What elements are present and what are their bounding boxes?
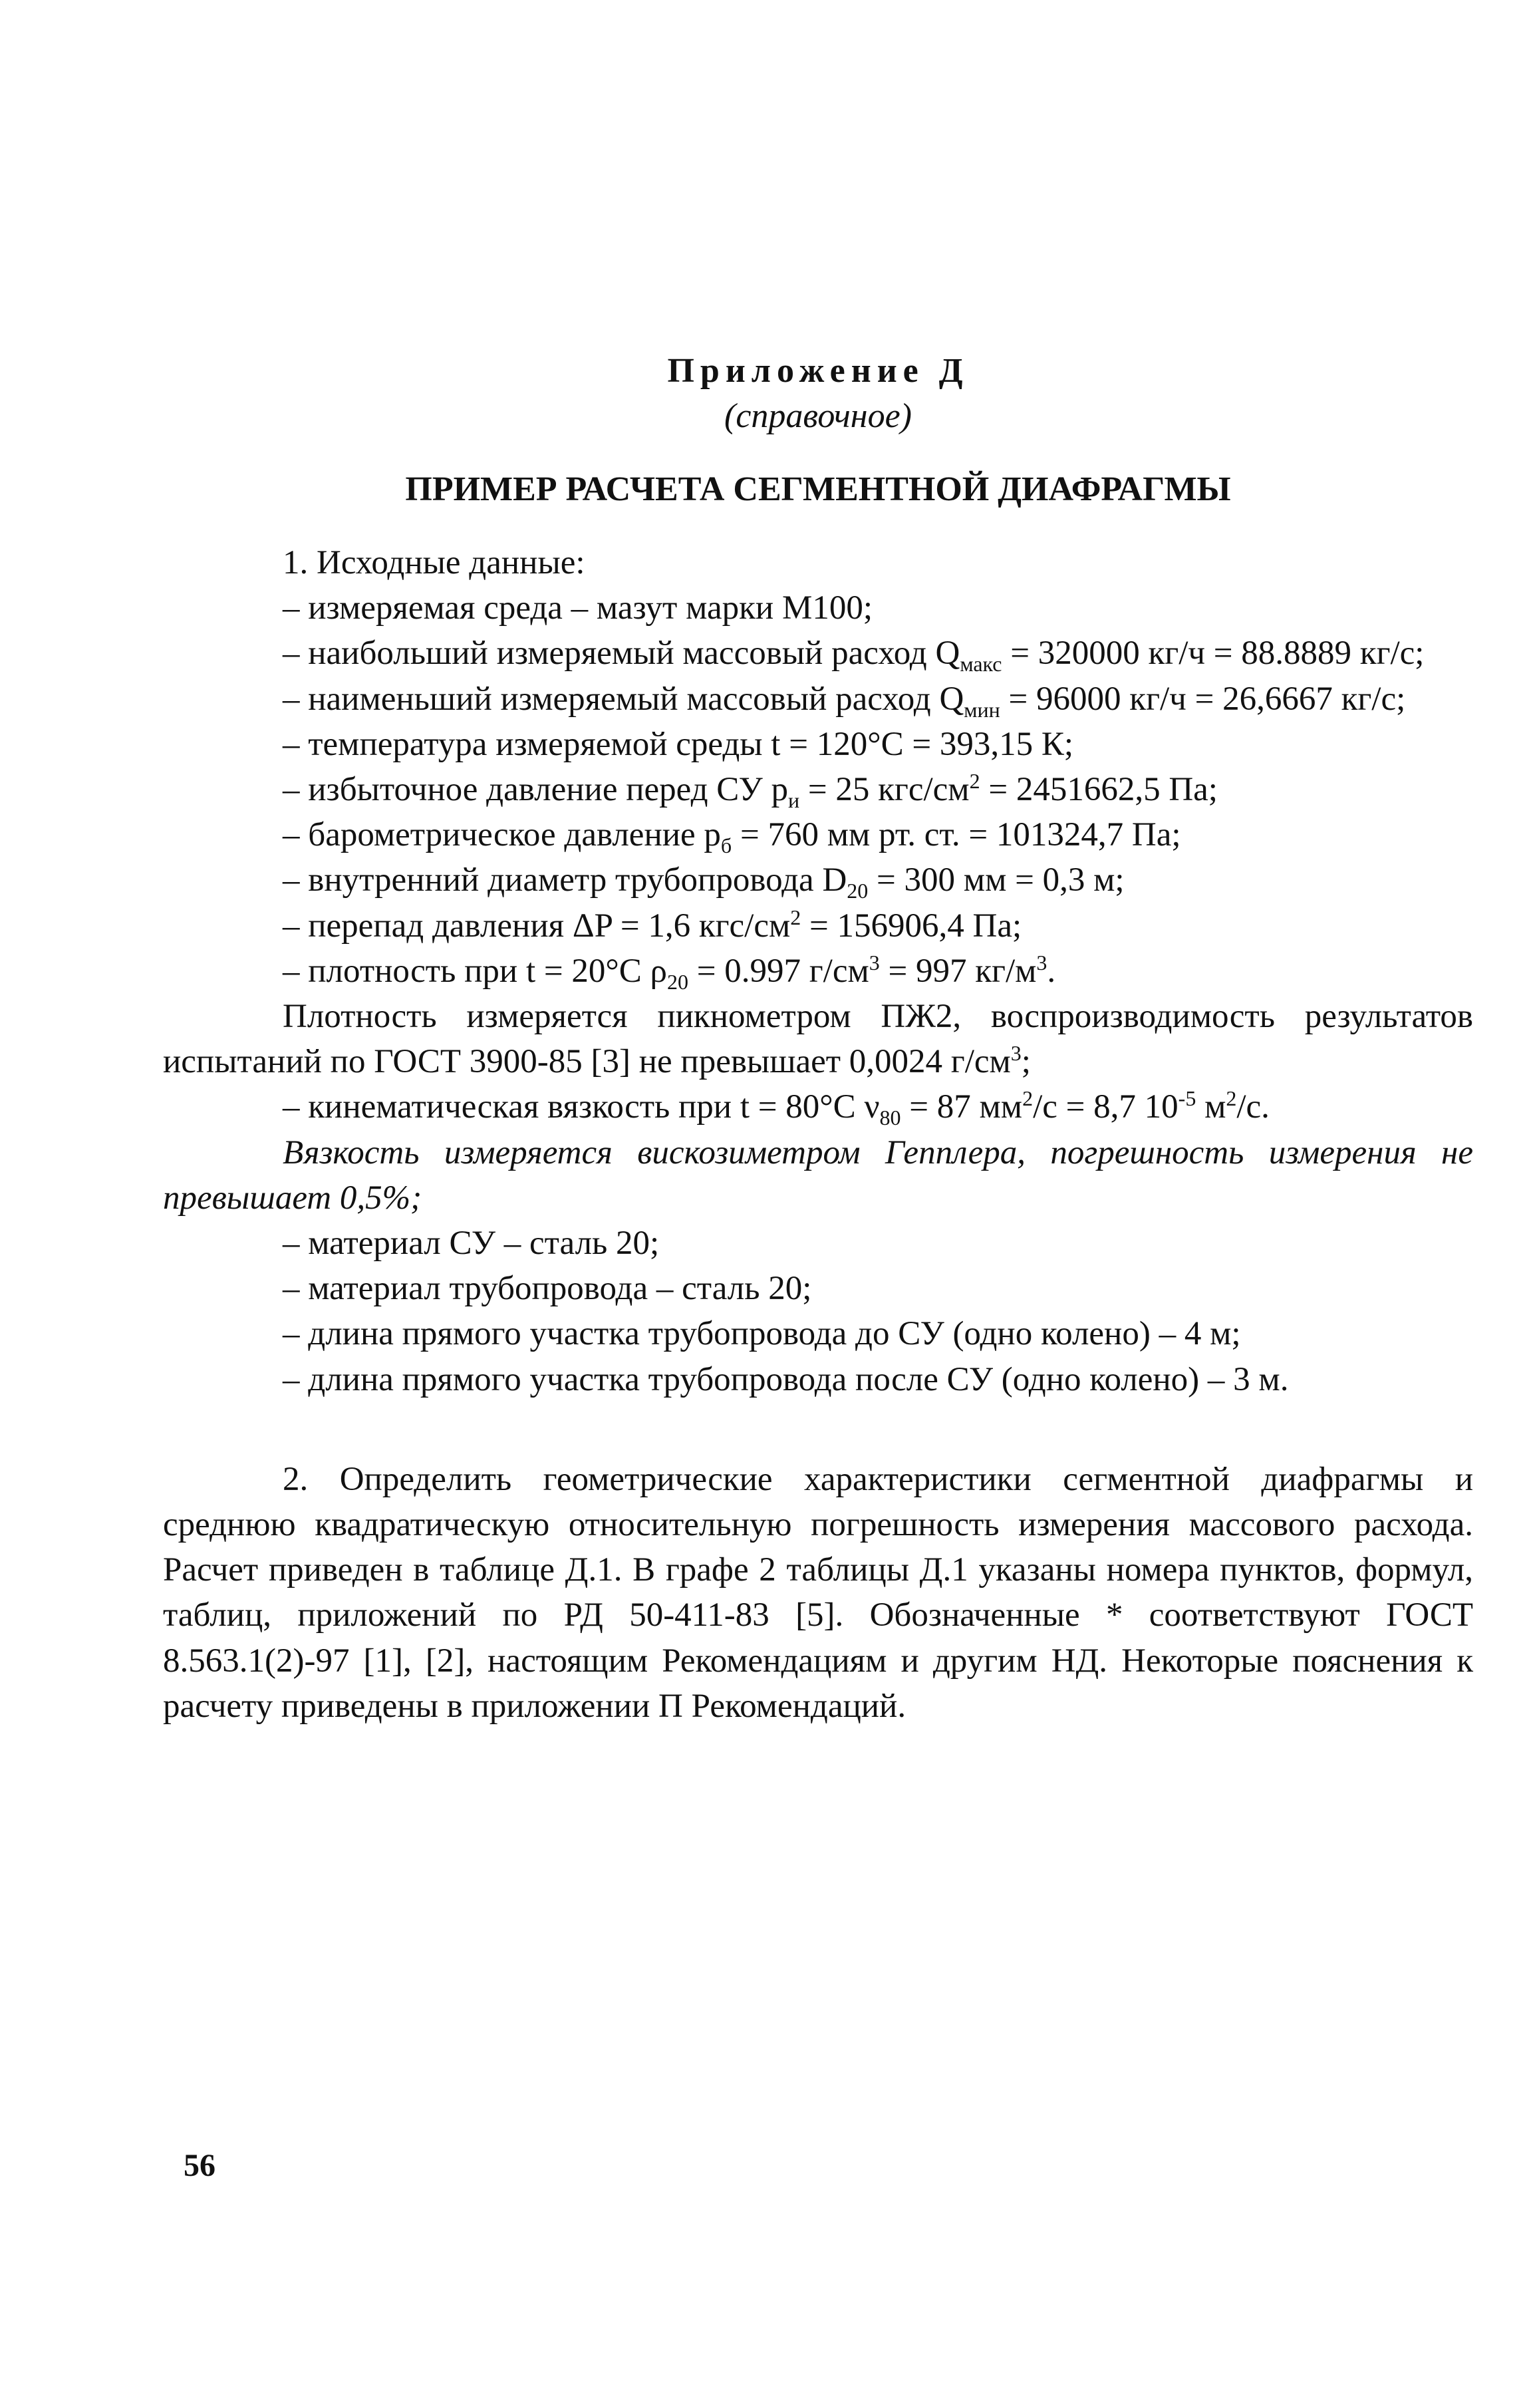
section2-paragraph: 2. Определить геометрические характеристики сегментной диафрагмы и среднюю квадратическую относительную погрешность измерения массового расхода. Расчет приведен в таблице Д.1. В графе 2 таблицы Д.1 указаны номера пунктов, формул, таблиц, приложений по РД 50-411-83 [5]. Обозначенные * соответствуют ГОСТ 8.563.1(2)-97 [1], [2], настоящим Рекомендациям и другим НД. Некоторые пояснения к расчету приведены в приложении П Рекомендаций. — [163, 1460, 1473, 1725]
list-item-length-after: – длина прямого участка трубопровода после СУ (одно колено) – 3 м. — [283, 1360, 1289, 1398]
page-title: ПРИМЕР РАСЧЕТА СЕГМЕНТНОЙ ДИАФРАГМЫ — [405, 470, 1231, 508]
list-item-material-pipe: – материал трубопровода – сталь 20; — [283, 1270, 812, 1308]
list-item-temperature: – температура измеряемой среды t = 120°C = 393,15 К; — [283, 725, 1074, 763]
list-item-pressure-drop: – перепад давления ΔP = 1,6 кгс/$см^2 = 156906,4$ Па; — [283, 905, 1022, 945]
list-item-viscosity: – кинематическая вязкость при t = 80°C $\nu_{80} = 87$ $мм^2/с = 8,7$ $10^{-5}$ $м^2/с$. — [283, 1086, 1270, 1130]
viscosity-note: Вязкость измеряется вискозиметром Гепплера, погрешность измерения не превышает 0,5%; — [163, 1133, 1473, 1217]
list-item-barometric-pressure: – барометрическое давление $p_б = 760$ мм рт. ст. = 101324,7 Па; — [283, 816, 1181, 858]
list-item-pipe-diameter: – внутренний диаметр трубопровода $D_{20} = 300$ мм = 0,3 м; — [283, 861, 1125, 903]
document-body — [163, 540, 1473, 1729]
list-item-qmin: – наименьший измеряемый массовый расход $Q_{мин} = 96000$ кг/ч = 26,6667 кг/с; — [283, 680, 1406, 722]
density-note: Плотность измеряется пикнометром ПЖ2, воспроизводимость результатов испытаний по ГОСТ 3900-85 [3] не превышает 0,0024 $г/см^3$; — [163, 998, 1473, 1081]
list-item-material-su: – материал СУ – сталь 20; — [283, 1225, 660, 1263]
appendix-subtitle: (справочное) — [724, 397, 912, 435]
section1-title: 1. Исходные данные: — [283, 544, 585, 581]
page-number: 56 — [184, 2148, 215, 2183]
appendix-title: Приложение Д — [667, 352, 969, 390]
section-spacer — [163, 1402, 1473, 1457]
list-item-density: – плотность при t = 20°C $\rho_{20} = 0.997$ $г/см^3 = 997$ $кг/м^3$. — [283, 950, 1056, 994]
list-item-qmax: – наибольший измеряемый массовый расход $Q_{макс} = 320000$ кг/ч = 88.8889 кг/с; — [283, 635, 1425, 677]
list-item-length-before: – длина прямого участка трубопровода до СУ (одно колено) – 4 м; — [283, 1315, 1241, 1353]
list-item-excess-pressure: – избыточное давление перед СУ $p_и = 25$ кгс/$см^2 = 2451662,5$ Па; — [283, 769, 1218, 813]
list-item-medium: – измеряемая среда – мазут марки М100; — [283, 589, 873, 627]
